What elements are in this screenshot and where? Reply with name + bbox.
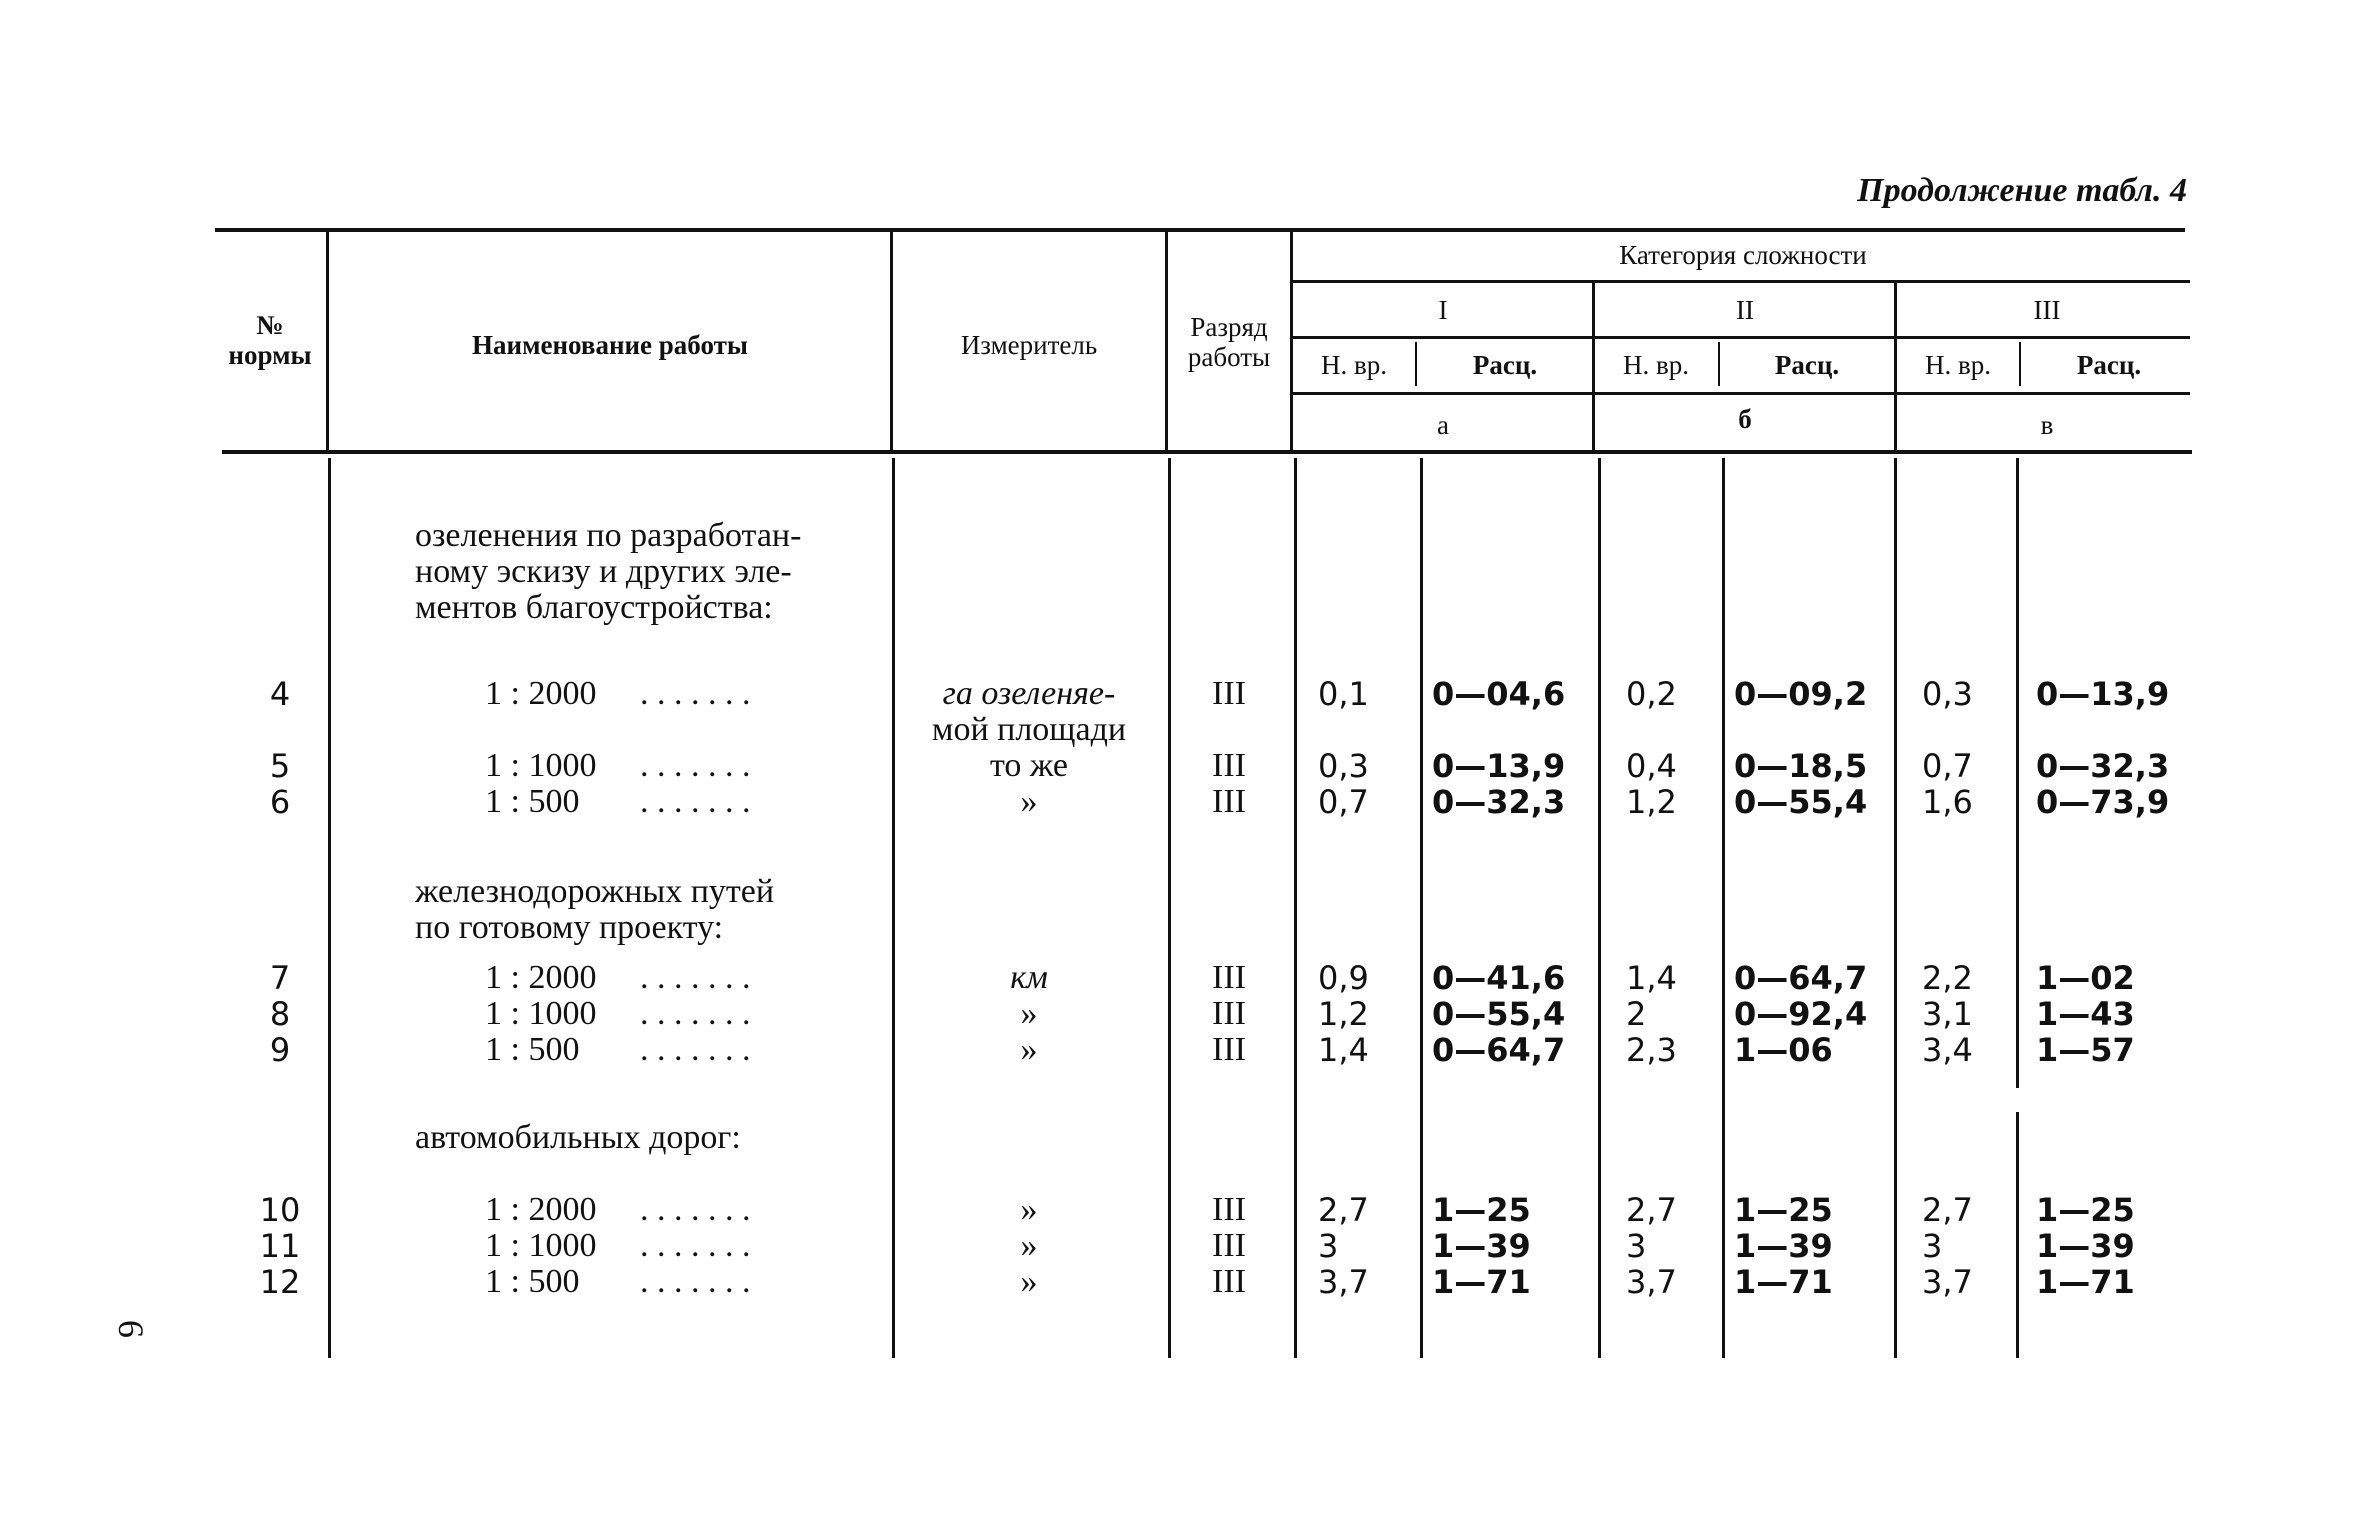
cat-III-time: 2,2 — [1922, 959, 1973, 997]
cat-II-rate: 1—25 — [1734, 1191, 1833, 1229]
cat-III-time: 0,7 — [1922, 747, 1973, 785]
header-vline-7 — [1415, 342, 1417, 386]
header-hvr-I: Н. вр. — [1321, 350, 1387, 380]
cat-I-rate: 1—25 — [1432, 1191, 1531, 1229]
roman-rule — [1290, 336, 2190, 339]
section-heading-railways: железнодорожных путей по готовому проекту: — [415, 873, 775, 946]
header-category: Категория сложности — [1619, 240, 1867, 270]
body-vline-5 — [1420, 458, 1423, 1358]
grade: III — [1212, 675, 1246, 712]
section-heading-roads: автомобильных дорог: — [415, 1119, 741, 1156]
grade: III — [1212, 1263, 1246, 1300]
cat-I-time: 2,7 — [1318, 1191, 1369, 1229]
norm-number: 9 — [269, 1031, 291, 1069]
table-continuation-title: Продолжение табл. 4 — [1857, 172, 2187, 209]
dot-leader: . . . . . . . — [640, 995, 751, 1032]
cat-I-rate: 0—32,3 — [1432, 783, 1566, 821]
norm-number: 6 — [269, 783, 291, 821]
grade: III — [1212, 1191, 1246, 1228]
section-heading-landscaping: озеленения по разработан- ному эскизу и других эле- ментов благоустройства: — [415, 517, 802, 626]
cat-II-rate: 0—64,7 — [1734, 959, 1868, 997]
header-work-name: Наименование работы — [472, 330, 748, 360]
unit: » — [1020, 995, 1038, 1032]
cat-I-time: 1,4 — [1318, 1031, 1369, 1069]
cat-II-time: 1,4 — [1626, 959, 1677, 997]
cat-II-rate: 0—18,5 — [1734, 747, 1868, 785]
cat-II-rate: 0—09,2 — [1734, 675, 1868, 713]
scale: 1 : 500 — [485, 783, 580, 820]
cat-I-rate: 0—41,6 — [1432, 959, 1566, 997]
cat-I-rate: 0—64,7 — [1432, 1031, 1566, 1069]
cat-II-rate: 0—55,4 — [1734, 783, 1868, 821]
cat-III-time: 3 — [1922, 1227, 1943, 1265]
scale: 1 : 2000 — [485, 675, 597, 712]
cat-III-time: 3,1 — [1922, 995, 1973, 1033]
cat-II-rate: 0—92,4 — [1734, 995, 1868, 1033]
grade: III — [1212, 1227, 1246, 1264]
body-vline-7 — [1722, 458, 1725, 1358]
scale: 1 : 500 — [485, 1263, 580, 1300]
grade: III — [1212, 783, 1246, 820]
hvr-rule — [1290, 392, 2190, 395]
header-sub-b: б — [1738, 404, 1752, 434]
cat-III-rate: 1—71 — [2036, 1263, 2135, 1301]
norm-number: 7 — [269, 959, 291, 997]
cat-II-time: 3,7 — [1626, 1263, 1677, 1301]
scale: 1 : 1000 — [485, 1227, 597, 1264]
body-vline-10 — [2016, 1112, 2019, 1358]
dot-leader: . . . . . . . — [640, 1263, 751, 1300]
cat-III-rate: 1—43 — [2036, 995, 2135, 1033]
header-rasc-II: Расц. — [1774, 350, 1840, 380]
cat-III-rate: 1—25 — [2036, 1191, 2135, 1229]
cat-III-rate: 1—39 — [2036, 1227, 2135, 1265]
cat-I-rate: 0—55,4 — [1432, 995, 1566, 1033]
norm-number: 5 — [269, 747, 291, 785]
cat-I-time: 3,7 — [1318, 1263, 1369, 1301]
cat-II-time: 3 — [1626, 1227, 1647, 1265]
header-hvr-II: Н. вр. — [1623, 350, 1689, 380]
dot-leader: . . . . . . . — [640, 747, 751, 784]
cat-II-time: 1,2 — [1626, 783, 1677, 821]
unit: » — [1020, 1227, 1038, 1264]
dot-leader: . . . . . . . — [640, 1227, 751, 1264]
cat-I-time: 0,9 — [1318, 959, 1369, 997]
norm-number: 8 — [269, 995, 291, 1033]
header-sub-v: в — [2040, 410, 2054, 440]
body-vline-8 — [1894, 458, 1897, 1358]
header-unit: Измеритель — [960, 330, 1098, 360]
unit: » — [1020, 783, 1038, 820]
cat-I-time: 0,3 — [1318, 747, 1369, 785]
cat-II-time: 2,3 — [1626, 1031, 1677, 1069]
table-top-rule — [215, 228, 2185, 232]
grade: III — [1212, 747, 1246, 784]
body-vline-9 — [2016, 458, 2019, 1088]
dot-leader: . . . . . . . — [640, 1031, 751, 1068]
header-norm-number: № нормы — [228, 310, 312, 370]
body-vline-4 — [1294, 458, 1297, 1358]
cat-I-rate: 1—39 — [1432, 1227, 1531, 1265]
unit: » — [1020, 1031, 1038, 1068]
cat-II-time: 2,7 — [1626, 1191, 1677, 1229]
scale: 1 : 2000 — [485, 959, 597, 996]
cat-III-rate: 1—02 — [2036, 959, 2135, 997]
cat-I-rate: 0—04,6 — [1432, 675, 1566, 713]
cat-I-time: 0,7 — [1318, 783, 1369, 821]
cat-II-time: 0,4 — [1626, 747, 1677, 785]
cat-II-time: 0,2 — [1626, 675, 1677, 713]
cat-III-time: 2,7 — [1922, 1191, 1973, 1229]
cat-III-time: 1,6 — [1922, 783, 1973, 821]
header-cat-III: III — [2033, 295, 2061, 325]
unit: » — [1020, 1263, 1038, 1300]
grade: III — [1212, 959, 1246, 996]
header-grade: Разряд работы — [1187, 312, 1271, 372]
cat-III-time: 0,3 — [1922, 675, 1973, 713]
header-rasc-I: Расц. — [1472, 350, 1538, 380]
cat-I-time: 1,2 — [1318, 995, 1369, 1033]
dot-leader: . . . . . . . — [640, 675, 751, 712]
scale: 1 : 1000 — [485, 747, 597, 784]
norm-number: 11 — [259, 1227, 301, 1265]
dot-leader: . . . . . . . — [640, 783, 751, 820]
cat-II-rate: 1—06 — [1734, 1031, 1833, 1069]
unit: то же — [989, 747, 1069, 784]
category-rule — [1290, 280, 2190, 283]
scale: 1 : 500 — [485, 1031, 580, 1068]
grade: III — [1212, 995, 1246, 1032]
cat-II-rate: 1—71 — [1734, 1263, 1833, 1301]
norm-number: 4 — [269, 675, 291, 713]
dot-leader: . . . . . . . — [640, 959, 751, 996]
header-cat-I: I — [1438, 295, 1448, 325]
scale: 1 : 1000 — [485, 995, 597, 1032]
cat-I-time: 3 — [1318, 1227, 1339, 1265]
header-sub-a: а — [1437, 410, 1449, 440]
cat-II-time: 2 — [1626, 995, 1647, 1033]
unit: км — [1010, 959, 1048, 996]
header-hvr-III: Н. вр. — [1925, 350, 1991, 380]
page-number: 6 — [111, 1320, 151, 1338]
body-vline-1 — [328, 458, 331, 1358]
header-vline-9 — [2019, 342, 2021, 386]
norm-number: 12 — [259, 1263, 301, 1301]
cat-III-rate: 0—13,9 — [2036, 675, 2170, 713]
cat-III-time: 3,4 — [1922, 1031, 1973, 1069]
cat-III-rate: 0—73,9 — [2036, 783, 2170, 821]
unit: га озеленяе- мой площади — [931, 675, 1127, 748]
norm-number: 10 — [259, 1191, 301, 1229]
cat-I-rate: 0—13,9 — [1432, 747, 1566, 785]
cat-III-time: 3,7 — [1922, 1263, 1973, 1301]
header-rasc-III: Расц. — [2076, 350, 2142, 380]
scale: 1 : 2000 — [485, 1191, 597, 1228]
cat-II-rate: 1—39 — [1734, 1227, 1833, 1265]
cat-I-time: 0,1 — [1318, 675, 1369, 713]
cat-III-rate: 1—57 — [2036, 1031, 2135, 1069]
header-bottom-rule — [222, 450, 2192, 454]
grade: III — [1212, 1031, 1246, 1068]
dot-leader: . . . . . . . — [640, 1191, 751, 1228]
unit: » — [1020, 1191, 1038, 1228]
body-vline-6 — [1598, 458, 1601, 1358]
cat-III-rate: 0—32,3 — [2036, 747, 2170, 785]
header-cat-II: II — [1736, 295, 1754, 325]
cat-I-rate: 1—71 — [1432, 1263, 1531, 1301]
